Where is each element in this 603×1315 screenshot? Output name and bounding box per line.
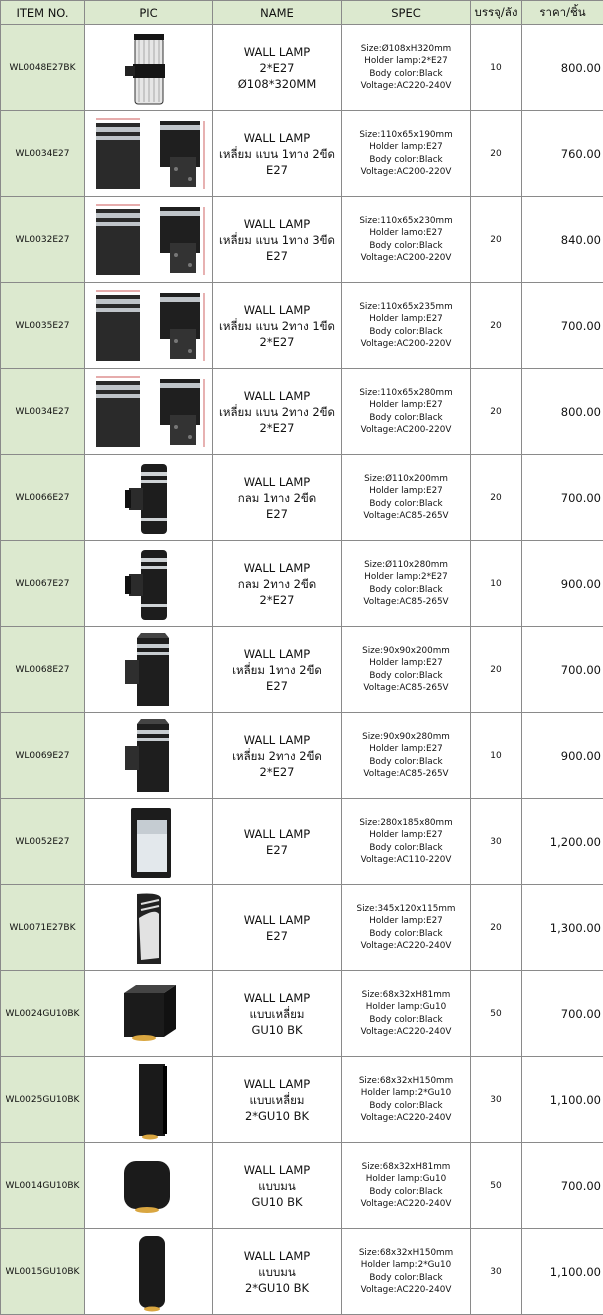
- spec-line: Voltage:AC85-265V: [342, 510, 470, 522]
- table-row: [1, 1229, 603, 1315]
- spec-cell: [342, 885, 471, 971]
- round-downlight-icon: [85, 1151, 212, 1221]
- spec-line: Body color:Black: [342, 326, 470, 338]
- name-line: WALL LAMP: [213, 732, 341, 748]
- name-line: เหลี่ยม แบน 1ทาง 3ขีด: [213, 232, 341, 248]
- name-cell: [213, 971, 342, 1057]
- name-line: 2*E27: [213, 334, 341, 350]
- price-cell: 760.00: [522, 111, 603, 197]
- spec-cell: [342, 111, 471, 197]
- item-no-cell: WL0024GU10BK: [1, 971, 85, 1057]
- product-image-cell: [85, 713, 213, 799]
- item-no-cell: WL0025GU10BK: [1, 1057, 85, 1143]
- product-image-cell: [85, 455, 213, 541]
- item-no-cell: WL0066E27: [1, 455, 85, 541]
- name-line: E27: [213, 928, 341, 944]
- spec-line: Size:68x32xH81mm: [342, 989, 470, 1001]
- square-flat-lamp-icon: [85, 285, 212, 367]
- spec-line: Body color:Black: [342, 1186, 470, 1198]
- qty-cell: 20: [471, 283, 522, 369]
- spec-cell: [342, 369, 471, 455]
- square-wall-lamp-icon: [85, 716, 212, 796]
- spec-line: Body color:Black: [342, 1272, 470, 1284]
- table-row: [1, 197, 603, 283]
- name-line: WALL LAMP: [213, 216, 341, 232]
- name-cell: [213, 455, 342, 541]
- price-cell: 1,300.00: [522, 885, 603, 971]
- item-no-cell: WL0048E27BK: [1, 25, 85, 111]
- name-line: WALL LAMP: [213, 302, 341, 318]
- spec-line: Body color:Black: [342, 928, 470, 940]
- name-line: WALL LAMP: [213, 388, 341, 404]
- price-cell: 700.00: [522, 283, 603, 369]
- spec-line: Holder lamp:2*E27: [342, 571, 470, 583]
- spec-cell: [342, 971, 471, 1057]
- spec-line: Size:345x120x115mm: [342, 903, 470, 915]
- name-line: กลม 1ทาง 2ขีด: [213, 490, 341, 506]
- header-price: ราคา/ชิ้น: [522, 1, 603, 25]
- item-no-cell: WL0032E27: [1, 197, 85, 283]
- name-line: Ø108*320MM: [213, 76, 341, 92]
- name-line: WALL LAMP: [213, 560, 341, 576]
- name-line: GU10 BK: [213, 1022, 341, 1038]
- spec-line: Voltage:AC200-220V: [342, 338, 470, 350]
- tall-square-updown-icon: [85, 1060, 212, 1140]
- name-line: E27: [213, 842, 341, 858]
- name-line: WALL LAMP: [213, 130, 341, 146]
- qty-cell: 10: [471, 25, 522, 111]
- spec-line: Body color:Black: [342, 498, 470, 510]
- spec-line: Body color:Black: [342, 412, 470, 424]
- name-line: WALL LAMP: [213, 1248, 341, 1264]
- spec-line: Voltage:AC85-265V: [342, 768, 470, 780]
- cylinder-ribbed-lamp-icon: [85, 28, 212, 108]
- qty-cell: 20: [471, 369, 522, 455]
- spec-line: Size:280x185x80mm: [342, 817, 470, 829]
- price-cell: 900.00: [522, 541, 603, 627]
- qty-cell: 20: [471, 627, 522, 713]
- header-spec: SPEC: [342, 1, 471, 25]
- panel-wall-lamp-icon: [85, 802, 212, 882]
- qty-cell: 20: [471, 111, 522, 197]
- table-row: [1, 541, 603, 627]
- name-cell: [213, 197, 342, 283]
- price-cell: 800.00: [522, 369, 603, 455]
- square-flat-lamp-icon: [85, 113, 212, 195]
- price-cell: 800.00: [522, 25, 603, 111]
- square-flat-lamp-icon: [85, 371, 212, 453]
- spec-line: Voltage:AC200-220V: [342, 252, 470, 264]
- spec-line: Holder lamp:2*Gu10: [342, 1259, 470, 1271]
- qty-cell: 30: [471, 799, 522, 885]
- price-cell: 700.00: [522, 627, 603, 713]
- round-wall-lamp-icon: [85, 544, 212, 624]
- product-image-cell: [85, 25, 213, 111]
- spec-line: Body color:Black: [342, 1014, 470, 1026]
- item-no-cell: WL0067E27: [1, 541, 85, 627]
- name-line: WALL LAMP: [213, 646, 341, 662]
- item-no-cell: WL0034E27: [1, 111, 85, 197]
- name-line: 2*GU10 BK: [213, 1108, 341, 1124]
- product-image-cell: [85, 1143, 213, 1229]
- spec-line: Holder lamp:E27: [342, 141, 470, 153]
- name-line: E27: [213, 248, 341, 264]
- name-cell: [213, 1143, 342, 1229]
- spec-line: Voltage:AC220-240V: [342, 1198, 470, 1210]
- qty-cell: 10: [471, 541, 522, 627]
- name-line: เหลี่ยม 2ทาง 2ขีด: [213, 748, 341, 764]
- name-line: เหลี่ยม แบน 2ทาง 2ขีด: [213, 404, 341, 420]
- spec-line: Body color:Black: [342, 1100, 470, 1112]
- name-line: E27: [213, 162, 341, 178]
- spec-line: Holder lamp:E27: [342, 399, 470, 411]
- spec-cell: [342, 1229, 471, 1315]
- spec-line: Voltage:AC220-240V: [342, 1026, 470, 1038]
- spec-line: Body color:Black: [342, 240, 470, 252]
- name-line: 2*E27: [213, 420, 341, 436]
- header-pic: PIC: [85, 1, 213, 25]
- product-image-cell: [85, 283, 213, 369]
- spec-line: Holder lamp:Gu10: [342, 1001, 470, 1013]
- product-image-cell: [85, 369, 213, 455]
- spec-cell: [342, 197, 471, 283]
- header-qty: บรรจุ/ลัง: [471, 1, 522, 25]
- name-cell: [213, 1057, 342, 1143]
- spec-line: Body color:Black: [342, 154, 470, 166]
- spec-line: Voltage:AC200-220V: [342, 424, 470, 436]
- product-image-cell: [85, 1057, 213, 1143]
- spec-line: Size:110x65x235mm: [342, 301, 470, 313]
- item-no-cell: WL0015GU10BK: [1, 1229, 85, 1315]
- spec-line: Size:Ø110x280mm: [342, 559, 470, 571]
- spec-line: Body color:Black: [342, 842, 470, 854]
- price-cell: 1,200.00: [522, 799, 603, 885]
- name-line: กลม 2ทาง 2ขีด: [213, 576, 341, 592]
- item-no-cell: WL0069E27: [1, 713, 85, 799]
- spec-line: Voltage:AC220-240V: [342, 1284, 470, 1296]
- name-line: 2*E27: [213, 60, 341, 76]
- spec-line: Holder lamp:E27: [342, 743, 470, 755]
- spec-line: Holder lamp:E27: [342, 657, 470, 669]
- spec-line: Size:68x32xH81mm: [342, 1161, 470, 1173]
- spec-line: Size:Ø108xH320mm: [342, 43, 470, 55]
- name-line: เหลี่ยม แบน 1ทาง 2ขีด: [213, 146, 341, 162]
- price-cell: 1,100.00: [522, 1057, 603, 1143]
- square-wall-lamp-icon: [85, 630, 212, 710]
- qty-cell: 50: [471, 1143, 522, 1229]
- qty-cell: 50: [471, 971, 522, 1057]
- name-line: แบบเหลี่ยม: [213, 1006, 341, 1022]
- spec-line: Holder lamp:E27: [342, 915, 470, 927]
- name-line: แบบเหลี่ยม: [213, 1092, 341, 1108]
- cube-downlight-icon: [85, 979, 212, 1049]
- name-line: แบบมน: [213, 1264, 341, 1280]
- table-row: [1, 885, 603, 971]
- name-line: WALL LAMP: [213, 912, 341, 928]
- spec-line: Voltage:AC220-240V: [342, 1112, 470, 1124]
- square-flat-lamp-icon: [85, 199, 212, 281]
- name-line: เหลี่ยม แบน 2ทาง 1ขีด: [213, 318, 341, 334]
- spec-line: Size:110x65x230mm: [342, 215, 470, 227]
- name-cell: [213, 627, 342, 713]
- qty-cell: 30: [471, 1057, 522, 1143]
- name-line: E27: [213, 678, 341, 694]
- name-line: WALL LAMP: [213, 44, 341, 60]
- product-image-cell: [85, 197, 213, 283]
- spec-line: Body color:Black: [342, 68, 470, 80]
- spec-line: Holder lamp:E27: [342, 829, 470, 841]
- name-line: 2*E27: [213, 592, 341, 608]
- table-row: [1, 627, 603, 713]
- curved-wall-lamp-icon: [85, 888, 212, 968]
- spec-line: Holder lamp:Gu10: [342, 1173, 470, 1185]
- price-cell: 700.00: [522, 1143, 603, 1229]
- price-cell: 840.00: [522, 197, 603, 283]
- name-cell: [213, 713, 342, 799]
- spec-line: Holder lamp:E27: [342, 485, 470, 497]
- spec-cell: [342, 1057, 471, 1143]
- name-line: แบบมน: [213, 1178, 341, 1194]
- spec-line: Holder lamp:2*Gu10: [342, 1087, 470, 1099]
- spec-line: Size:110x65x280mm: [342, 387, 470, 399]
- round-wall-lamp-icon: [85, 458, 212, 538]
- table-row: [1, 1057, 603, 1143]
- name-line: WALL LAMP: [213, 1162, 341, 1178]
- product-image-cell: [85, 1229, 213, 1315]
- table-row: [1, 369, 603, 455]
- price-cell: 900.00: [522, 713, 603, 799]
- spec-line: Voltage:AC220-240V: [342, 80, 470, 92]
- qty-cell: 10: [471, 713, 522, 799]
- spec-line: Body color:Black: [342, 670, 470, 682]
- spec-cell: [342, 713, 471, 799]
- spec-cell: [342, 25, 471, 111]
- product-image-cell: [85, 799, 213, 885]
- table-header-row: [1, 1, 603, 25]
- spec-line: Size:Ø110x200mm: [342, 473, 470, 485]
- qty-cell: 20: [471, 455, 522, 541]
- spec-line: Size:68x32xH150mm: [342, 1075, 470, 1087]
- spec-line: Size:68x32xH150mm: [342, 1247, 470, 1259]
- tall-round-updown-icon: [85, 1232, 212, 1312]
- product-image-cell: [85, 627, 213, 713]
- price-cell: 700.00: [522, 455, 603, 541]
- name-line: 2*E27: [213, 764, 341, 780]
- item-no-cell: WL0034E27: [1, 369, 85, 455]
- table-row: [1, 111, 603, 197]
- name-line: GU10 BK: [213, 1194, 341, 1210]
- spec-line: Voltage:AC220-240V: [342, 940, 470, 952]
- qty-cell: 20: [471, 197, 522, 283]
- table-row: [1, 283, 603, 369]
- spec-cell: [342, 1143, 471, 1229]
- name-cell: [213, 885, 342, 971]
- spec-cell: [342, 799, 471, 885]
- name-line: เหลี่ยม 1ทาง 2ขีด: [213, 662, 341, 678]
- spec-line: Size:90x90x200mm: [342, 645, 470, 657]
- table-row: [1, 25, 603, 111]
- name-cell: [213, 25, 342, 111]
- name-line: 2*GU10 BK: [213, 1280, 341, 1296]
- name-line: E27: [213, 506, 341, 522]
- price-cell: 1,100.00: [522, 1229, 603, 1315]
- header-item-no: ITEM NO.: [1, 1, 85, 25]
- item-no-cell: WL0071E27BK: [1, 885, 85, 971]
- spec-line: Size:110x65x190mm: [342, 129, 470, 141]
- spec-line: Holder lamp:2*E27: [342, 55, 470, 67]
- name-cell: [213, 1229, 342, 1315]
- table-row: [1, 455, 603, 541]
- product-image-cell: [85, 111, 213, 197]
- table-row: [1, 971, 603, 1057]
- spec-line: Holder lamo:E27: [342, 227, 470, 239]
- item-no-cell: WL0014GU10BK: [1, 1143, 85, 1229]
- spec-line: Voltage:AC85-265V: [342, 682, 470, 694]
- name-cell: [213, 799, 342, 885]
- product-image-cell: [85, 541, 213, 627]
- name-cell: [213, 369, 342, 455]
- name-line: WALL LAMP: [213, 474, 341, 490]
- table-row: [1, 799, 603, 885]
- item-no-cell: WL0068E27: [1, 627, 85, 713]
- header-name: NAME: [213, 1, 342, 25]
- product-image-cell: [85, 885, 213, 971]
- spec-line: Body color:Black: [342, 756, 470, 768]
- table-row: [1, 713, 603, 799]
- spec-line: Voltage:AC200-220V: [342, 166, 470, 178]
- spec-cell: [342, 627, 471, 713]
- price-cell: 700.00: [522, 971, 603, 1057]
- spec-line: Voltage:AC110-220V: [342, 854, 470, 866]
- qty-cell: 20: [471, 885, 522, 971]
- name-cell: [213, 111, 342, 197]
- name-line: WALL LAMP: [213, 990, 341, 1006]
- name-line: WALL LAMP: [213, 1076, 341, 1092]
- name-cell: [213, 283, 342, 369]
- spec-line: Size:90x90x280mm: [342, 731, 470, 743]
- spec-cell: [342, 455, 471, 541]
- item-no-cell: WL0035E27: [1, 283, 85, 369]
- spec-line: Voltage:AC85-265V: [342, 596, 470, 608]
- table-row: [1, 1143, 603, 1229]
- product-image-cell: [85, 971, 213, 1057]
- name-line: WALL LAMP: [213, 826, 341, 842]
- spec-line: Body color:Black: [342, 584, 470, 596]
- spec-cell: [342, 283, 471, 369]
- spec-cell: [342, 541, 471, 627]
- qty-cell: 30: [471, 1229, 522, 1315]
- item-no-cell: WL0052E27: [1, 799, 85, 885]
- name-cell: [213, 541, 342, 627]
- spec-line: Holder lamp:E27: [342, 313, 470, 325]
